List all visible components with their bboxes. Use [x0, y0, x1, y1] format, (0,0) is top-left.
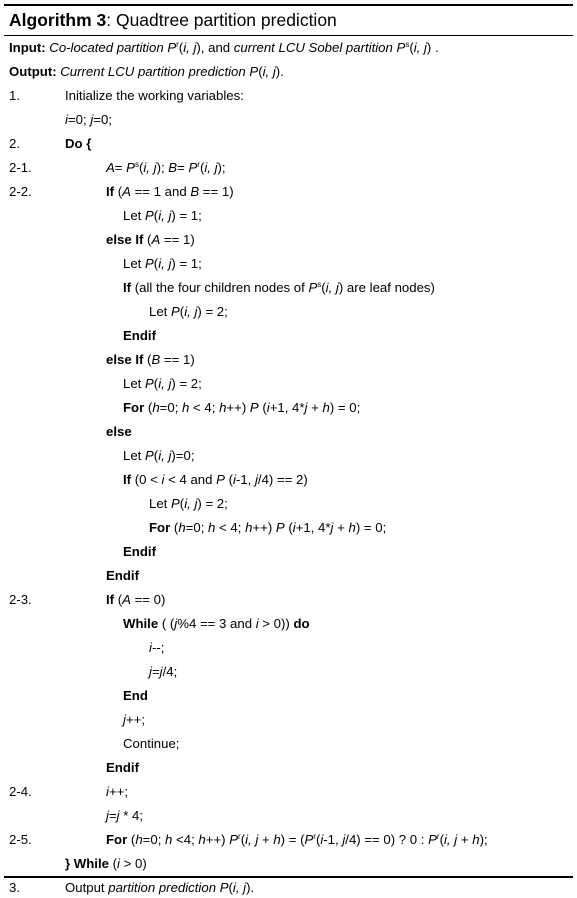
step-number: 3. [9, 880, 20, 895]
code-text: Let P(i, j) = 2; [123, 376, 202, 391]
code-line [4, 278, 573, 298]
code-line [4, 326, 573, 346]
code-text: Endif [123, 328, 156, 343]
code-line [4, 542, 573, 562]
algorithm-name: : Quadtree partition prediction [106, 10, 337, 30]
algorithm-box [4, 4, 573, 895]
code-text: Output partition prediction P(i, j). [65, 880, 255, 895]
code-text: Output: Current LCU partition prediction P(i, j). [9, 64, 284, 79]
code-line [4, 158, 573, 178]
code-text: i--; [149, 640, 165, 655]
code-line [4, 134, 573, 154]
code-text: Let P(i, j)=0; [123, 448, 195, 463]
code-text: If (A == 0) [106, 592, 166, 607]
code-line [4, 710, 573, 730]
code-line [4, 830, 573, 850]
code-text: For (h=0; h < 4; h++) P (i+1, 4*j + h) = 0; [149, 520, 387, 535]
step-number: 2-4. [9, 784, 32, 799]
step-number: 2. [9, 136, 20, 151]
code-text: Initialize the working variables: [65, 88, 244, 103]
code-text: If (A == 1 and B == 1) [106, 184, 234, 199]
code-line [4, 590, 573, 610]
code-line [4, 230, 573, 250]
code-line [4, 206, 573, 226]
code-text: i++; [106, 784, 129, 799]
code-line [4, 302, 573, 322]
step-number: 2-3. [9, 592, 32, 607]
code-text: } While (i > 0) [65, 856, 147, 871]
code-line [4, 398, 573, 418]
code-text: If (0 < i < 4 and P (i-1, j/4) == 2) [123, 472, 308, 487]
step-number: 2-5. [9, 832, 32, 847]
code-line [4, 86, 573, 106]
code-text: Input: Co-located partition $P^r(i$, j), and current LCU Sobel partition $P^s(i$, j) . [9, 40, 439, 55]
code-text: j=j/4; [149, 664, 178, 679]
code-line [4, 62, 573, 82]
code-line [4, 470, 573, 490]
code-text: j=j * 4; [106, 808, 144, 823]
code-text: else If (B == 1) [106, 352, 195, 367]
code-text: j++; [123, 712, 146, 727]
code-line [4, 638, 573, 658]
code-line [4, 566, 573, 586]
code-text: Do { [65, 136, 92, 151]
code-line [4, 854, 573, 874]
code-text: else If (A == 1) [106, 232, 195, 247]
code-line [4, 662, 573, 682]
algorithm-label: Algorithm 3 [9, 10, 107, 30]
code-text: $A= P^s(i$, j); $B= P^r(i$, j); [106, 160, 226, 175]
code-line [4, 38, 573, 58]
code-text: While ( (j%4 == 3 and i > 0)) do [123, 616, 310, 631]
code-line [4, 518, 573, 538]
code-line [4, 614, 573, 634]
code-line [4, 254, 573, 274]
code-line [4, 494, 573, 514]
step-number: 2-2. [9, 184, 32, 199]
code-text: Let P(i, j) = 1; [123, 256, 202, 271]
code-line [4, 686, 573, 706]
code-text: For (h=0; h < 4; h++) P (i+1, 4*j + h) = 0; [123, 400, 361, 415]
step-number: 1. [9, 88, 20, 103]
code-text: else [106, 424, 132, 439]
code-line [4, 878, 573, 898]
code-text: Endif [123, 544, 156, 559]
code-line [4, 110, 573, 130]
code-text: Let P(i, j) = 2; [149, 304, 228, 319]
code-line [4, 806, 573, 826]
code-text: For (h=0; h <4; h++) $P^r(i$, $j + h) = (P^r(i-1$, j/4) == 0) ? 0 : $P^r(i$, j + h); [106, 832, 488, 847]
code-text: i=0; j=0; [65, 112, 112, 127]
title-rule [4, 35, 573, 36]
code-line [4, 182, 573, 202]
code-line [4, 782, 573, 802]
code-line [4, 422, 573, 442]
code-line [4, 446, 573, 466]
code-line [4, 734, 573, 754]
code-line [4, 350, 573, 370]
top-rule [4, 4, 573, 6]
code-text: End [123, 688, 148, 703]
step-number: 2-1. [9, 160, 32, 175]
code-text: Let P(i, j) = 1; [123, 208, 202, 223]
code-text: Let P(i, j) = 2; [149, 496, 228, 511]
code-text: If (all the four children nodes of $P^s(i$, j) are leaf nodes) [123, 280, 435, 295]
code-text: Endif [106, 760, 139, 775]
code-line [4, 758, 573, 778]
code-text: Continue; [123, 736, 180, 751]
code-text: Endif [106, 568, 139, 583]
bottom-rule [4, 876, 573, 878]
algorithm-title [9, 9, 337, 31]
code-line [4, 374, 573, 394]
